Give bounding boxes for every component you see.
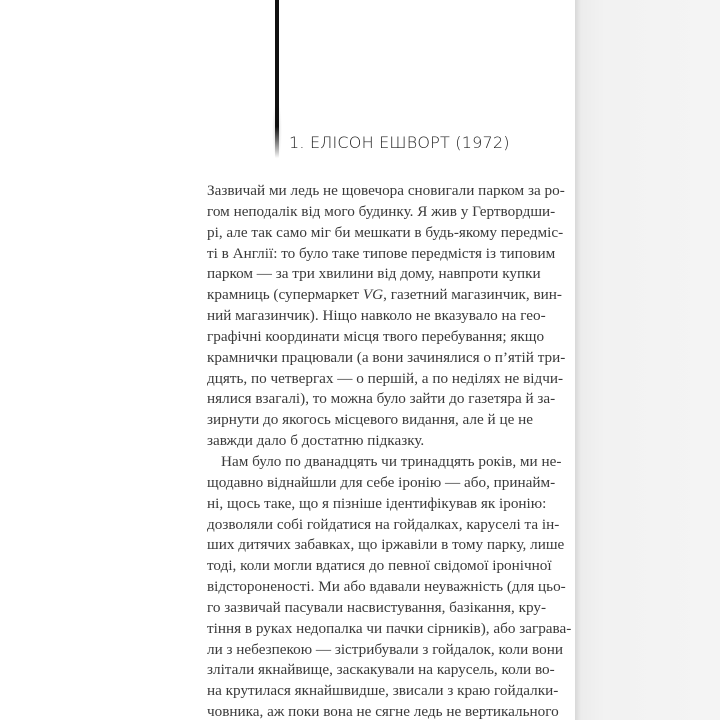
- paragraph: [207, 181, 566, 452]
- text-line: щодавно віднайшли для себе іронію — або, принайм-: [207, 473, 556, 491]
- text-line: човника, аж поки вона не сягне ледь не вертикального: [207, 703, 559, 721]
- text-line: злітали якнайвище, заскакували на карусель, коли во-: [207, 661, 555, 679]
- text-line: зирнути до якогось місцевого видання, але й це не: [207, 411, 533, 429]
- body-text: [207, 181, 572, 723]
- text-line: тіння в руках недопалка чи пачки сірників), або заграва-: [207, 619, 572, 637]
- page-edge-shadow: [575, 0, 720, 720]
- text-line: нялися взагалі), то можна було зайти до газетяра й за-: [207, 390, 556, 408]
- text-line: рі, але так само міг би мешкати в будь-якому передміс-: [207, 223, 564, 241]
- text-line: на крутилася якнайшвидше, звисали з краю гойдалки-: [207, 682, 559, 700]
- text-line: дозволяли собі гойдатися на гойдалках, каруселі та ін-: [207, 515, 560, 533]
- text-line: графічні координати місця твого перебування; якщо: [207, 327, 545, 345]
- text-line: ний магазинчик). Ніщо навколо не вказувало на гео-: [207, 307, 546, 325]
- text-line: ті в Англії: то було таке типове передмістя із типовим: [207, 244, 556, 262]
- paragraph: [207, 452, 572, 723]
- text-line: парком — за три хвилини від дому, навпроти купки: [207, 265, 541, 283]
- text-line: завжди дало б достатню підказку.: [207, 432, 425, 450]
- text-line: Нам було по дванадцять чи тринадцять років, ми не-: [221, 452, 562, 470]
- chapter-title: 1. ЕЛІСОН ЕШВОРТ (1972): [289, 133, 510, 152]
- text-line: Зазвичай ми ледь не щовечора сновигали парком за ро-: [207, 182, 565, 199]
- text-line: дцять, по четвергах — о першій, а по неділях не відчи-: [207, 369, 564, 387]
- text-line: ні, щось таке, що я пізніше ідентифікував як іронію:: [207, 494, 547, 512]
- text-line: ших дитячих забавках, що іржавіли в тому парку, лише: [207, 536, 565, 554]
- text-line: відстороненості. Ми або вдавали неуважність (для цьо-: [207, 578, 566, 596]
- text-line: гом неподалік від мого будинку. Я жив у Гертвордши-: [207, 202, 556, 220]
- decorative-rule-fade: [272, 100, 282, 160]
- text-line: тоді, коли могли вдатися до певної свідомої іронічної: [207, 557, 552, 575]
- text-line: крамнички працювали (а вони зачинялися о п’ятій три-: [207, 348, 566, 366]
- text-line: крамниць (супермаркет VG, газетний магазинчик, вин-: [207, 286, 562, 304]
- text-line: го зазвичай пасували насвистування, базікання, кру-: [207, 598, 546, 616]
- text-line: ли з небезпекою — зістрибували з гойдалок, коли вони: [207, 640, 563, 658]
